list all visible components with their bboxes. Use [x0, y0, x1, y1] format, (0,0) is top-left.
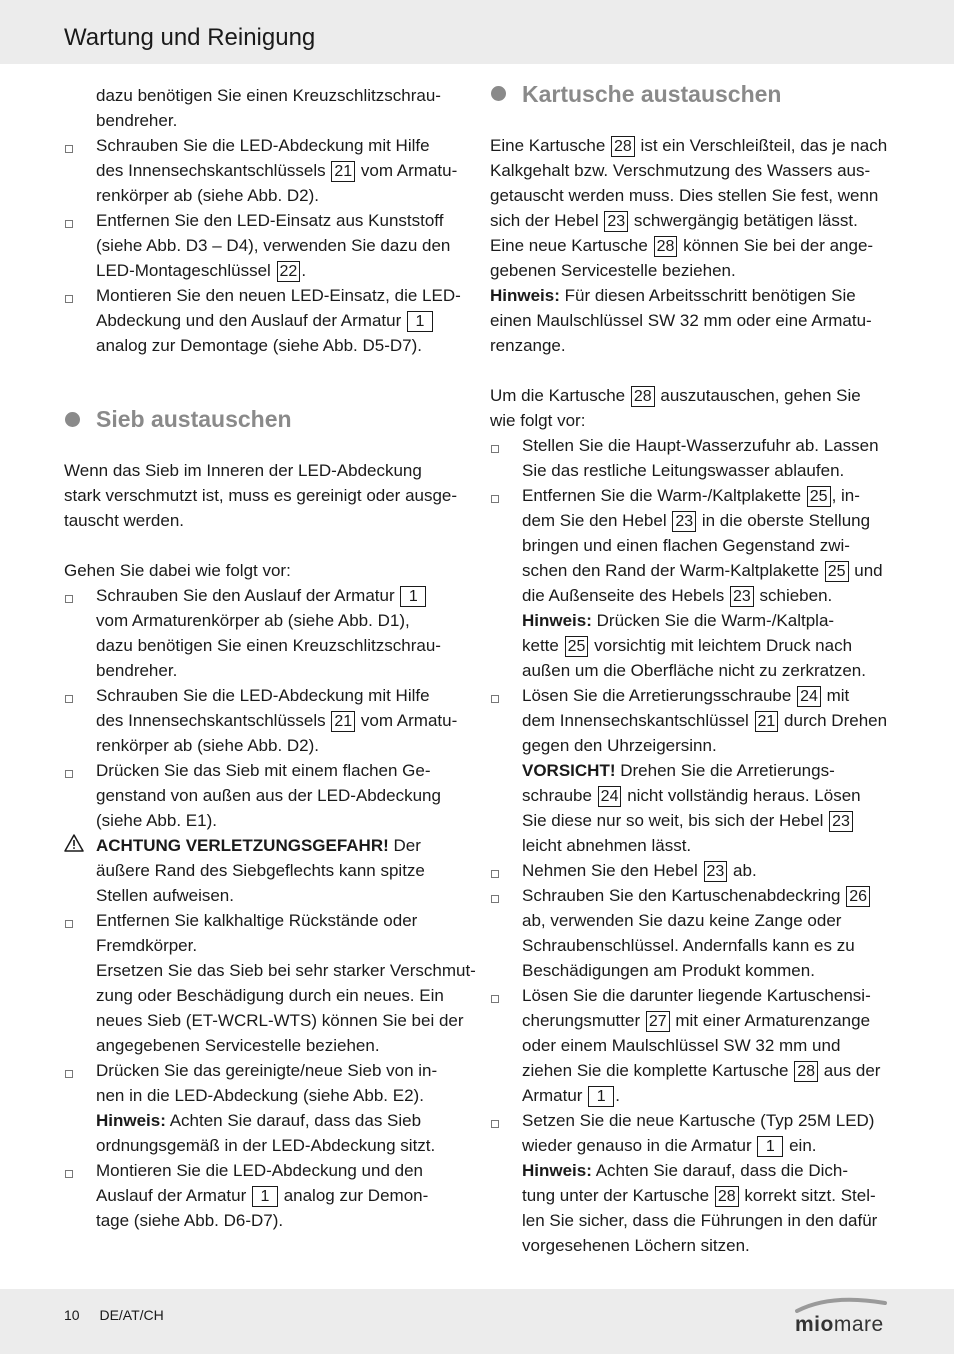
section-dot-icon: [65, 412, 80, 427]
list-item: Schrauben Sie den Kartuschenabdeckring 26 ab, verwenden Sie dazu keine Zange oder Schraubenschlüssel. Andernfalls kann es zu Beschädigungen am Produkt kommen.: [522, 883, 871, 983]
list-item: Lösen Sie die darunter liegende Kartuschensi- cherungsmutter 27 mit einer Armaturenzange oder einem Maulschlüssel SW 32 mm und ziehen Sie die komplette Kartusche 28 aus der Armatur 1 .: [522, 986, 881, 1105]
part-ref: 26: [846, 886, 870, 907]
bullet-square-icon: [65, 695, 73, 703]
part-ref: 24: [598, 786, 622, 807]
part-ref: 23: [604, 211, 628, 232]
part-ref: 23: [704, 861, 728, 882]
sieve-proceed: Gehen Sie dabei wie folgt vor:: [64, 561, 291, 580]
part-ref: 1: [252, 1186, 278, 1207]
section-heading-cartridge: Kartusche austauschen: [522, 81, 782, 107]
part-ref: 1: [400, 586, 426, 607]
list-item: Montieren Sie den neuen LED-Einsatz, die LED- Abdeckung und den Auslauf der Armatur 1 analog zur Demontage (siehe Abb. D5-D7).: [96, 286, 461, 355]
list-item: Entfernen Sie die Warm-/Kaltplakette 25 , in- dem Sie den Hebel 23 in die oberste Stellung bringen und einen flachen Gegenstand zwi- schen den Rand der Warm-Kaltplakette 25 und die Außenseite des Hebels 23 schieben. Hinweis: Drücken Sie die Warm-/Kaltpla- kette 25 vorsichtig mit leichtem Druck nach außen um die Oberfläche nicht zu zerkratzen.: [522, 486, 883, 680]
list-item: Stellen Sie die Haupt-Wasserzufuhr ab. Lassen Sie das restliche Leitungswasser ablaufen.: [522, 436, 879, 480]
list-item: Schrauben Sie den Auslauf der Armatur 1 vom Armaturenkörper ab (siehe Abb. D1), dazu benötigen Sie einen Kreuzschlitzschrau- bendreher.: [96, 586, 441, 680]
locale-label: DE/AT/CH: [99, 1307, 164, 1323]
cartridge-intro: Eine Kartusche 28 ist ein Verschleißteil, das je nach Kalkgehalt bzw. Verschmutzung des Wassers aus- getauscht werden muss. Dies stellen Sie fest, wenn sich der Hebel 23 schwergängig betätigen lässt. Eine neue Kartusche 28 können Sie bei der ange- gebenen Servicestelle beziehen. Hinweis: Für diesen Arbeitsschritt benötigen Sie einen Maulschlüssel SW 32 mm oder eine Armatu- renzange.: [490, 136, 888, 355]
list-item: Drücken Sie das gereinigte/neue Sieb von in- nen in die LED-Abdeckung (siehe Abb. E2). Hinweis: Achten Sie darauf, dass das Sieb ordnungsgemäß in der LED-Abdeckung sitzt.: [96, 1061, 438, 1155]
bullet-square-icon: [65, 1170, 73, 1178]
bullet-square-icon: [65, 145, 73, 153]
warning-notice: ACHTUNG VERLETZUNGSGEFAHR! Der äußere Rand des Siebgeflechts kann spitze Stellen aufweisen.: [96, 836, 425, 905]
part-ref: 1: [757, 1136, 783, 1157]
sieve-intro: Wenn das Sieb im Inneren der LED-Abdeckung stark verschmutzt ist, muss es gereinigt oder ausge- tauscht werden.: [64, 461, 458, 530]
page-title: Wartung und Reinigung: [64, 24, 316, 51]
page-number: 10: [64, 1307, 80, 1323]
part-ref: 28: [654, 236, 678, 257]
part-ref: 1: [588, 1086, 614, 1107]
part-ref: 24: [797, 686, 821, 707]
bullet-square-icon: [491, 695, 499, 703]
part-ref: 28: [715, 1186, 739, 1207]
part-ref: 21: [331, 711, 355, 732]
part-ref: 28: [631, 386, 655, 407]
part-ref: 25: [565, 636, 589, 657]
bullet-square-icon: [65, 1070, 73, 1078]
logo-swoosh-icon: [795, 1297, 887, 1313]
bullet-square-icon: [65, 295, 73, 303]
bullet-square-icon: [65, 920, 73, 928]
header-bar: [0, 0, 954, 64]
section-heading-sieve: Sieb austauschen: [96, 406, 292, 432]
part-ref: 1: [407, 311, 433, 332]
cartridge-proceed: Um die Kartusche 28 auszutauschen, gehen Sie wie folgt vor:: [490, 386, 861, 430]
logo-wordmark: miomare: [795, 1313, 884, 1336]
part-ref: 23: [829, 811, 853, 832]
part-ref: 23: [672, 511, 696, 532]
bullet-square-icon: [491, 995, 499, 1003]
list-item: Montieren Sie die LED-Abdeckung und den Auslauf der Armatur 1 analog zur Demon- tage (siehe Abb. D6-D7).: [96, 1161, 429, 1230]
part-ref: 28: [794, 1061, 818, 1082]
warning-triangle-icon: [64, 834, 84, 852]
part-ref: 21: [755, 711, 779, 732]
section-dot-icon: [491, 86, 506, 101]
part-ref: 25: [825, 561, 849, 582]
list-item: Entfernen Sie kalkhaltige Rückstände oder Fremdkörper. Ersetzen Sie das Sieb bei sehr starker Verschmut- zung oder Beschädigung durch ein neues. Ein neues Sieb (ET-WCRL-WTS) können Sie bei der angegebenen Servicestelle beziehen.: [96, 911, 476, 1055]
part-ref: 23: [730, 586, 754, 607]
bullet-square-icon: [65, 220, 73, 228]
list-item: Schrauben Sie die LED-Abdeckung mit Hilfe des Innensechskantschlüssels 21 vom Armatu- renkörper ab (siehe Abb. D2).: [96, 136, 458, 205]
bullet-square-icon: [491, 445, 499, 453]
bullet-square-icon: [491, 895, 499, 903]
part-ref: 22: [277, 261, 301, 282]
bullet-square-icon: [491, 495, 499, 503]
intro-continuation: dazu benötigen Sie einen Kreuzschlitzschrau- bendreher.: [96, 86, 441, 130]
bullet-square-icon: [491, 1120, 499, 1128]
bullet-square-icon: [491, 870, 499, 878]
part-ref: 21: [331, 161, 355, 182]
part-ref: 25: [807, 486, 831, 507]
footer-info: [64, 1307, 180, 1323]
list-item: Nehmen Sie den Hebel 23 ab.: [522, 861, 757, 880]
part-ref: 28: [611, 136, 635, 157]
bullet-square-icon: [65, 770, 73, 778]
list-item: Drücken Sie das Sieb mit einem flachen Ge- genstand von außen aus der LED-Abdeckung (siehe Abb. E1).: [96, 761, 441, 830]
list-item: Setzen Sie die neue Kartusche (Typ 25M LED) wieder genauso in die Armatur 1 ein. Hinweis: Achten Sie darauf, dass die Dich- tung unter der Kartusche 28 korrekt sitzt. Stel- len Sie sicher, dass die Führungen in den dafür vorgesehenen Löchern sitzen.: [522, 1111, 878, 1255]
footer-bar: [0, 1289, 954, 1354]
bullet-square-icon: [65, 595, 73, 603]
list-item: Entfernen Sie den LED-Einsatz aus Kunststoff (siehe Abb. D3 – D4), verwenden Sie dazu den LED-Montageschlüssel 22 .: [96, 211, 451, 280]
part-ref: 27: [646, 1011, 670, 1032]
list-item: Schrauben Sie die LED-Abdeckung mit Hilfe des Innensechskantschlüssels 21 vom Armatu- renkörper ab (siehe Abb. D2).: [96, 686, 458, 755]
list-item: Lösen Sie die Arretierungsschraube 24 mit dem Innensechskantschlüssel 21 durch Drehen gegen den Uhrzeigersinn. VORSICHT! Drehen Sie die Arretierungs- schraube 24 nicht vollständig heraus. Lösen Sie diese nur so weit, bis sich der Hebel 23 leicht abnehmen lässt.: [522, 686, 888, 855]
